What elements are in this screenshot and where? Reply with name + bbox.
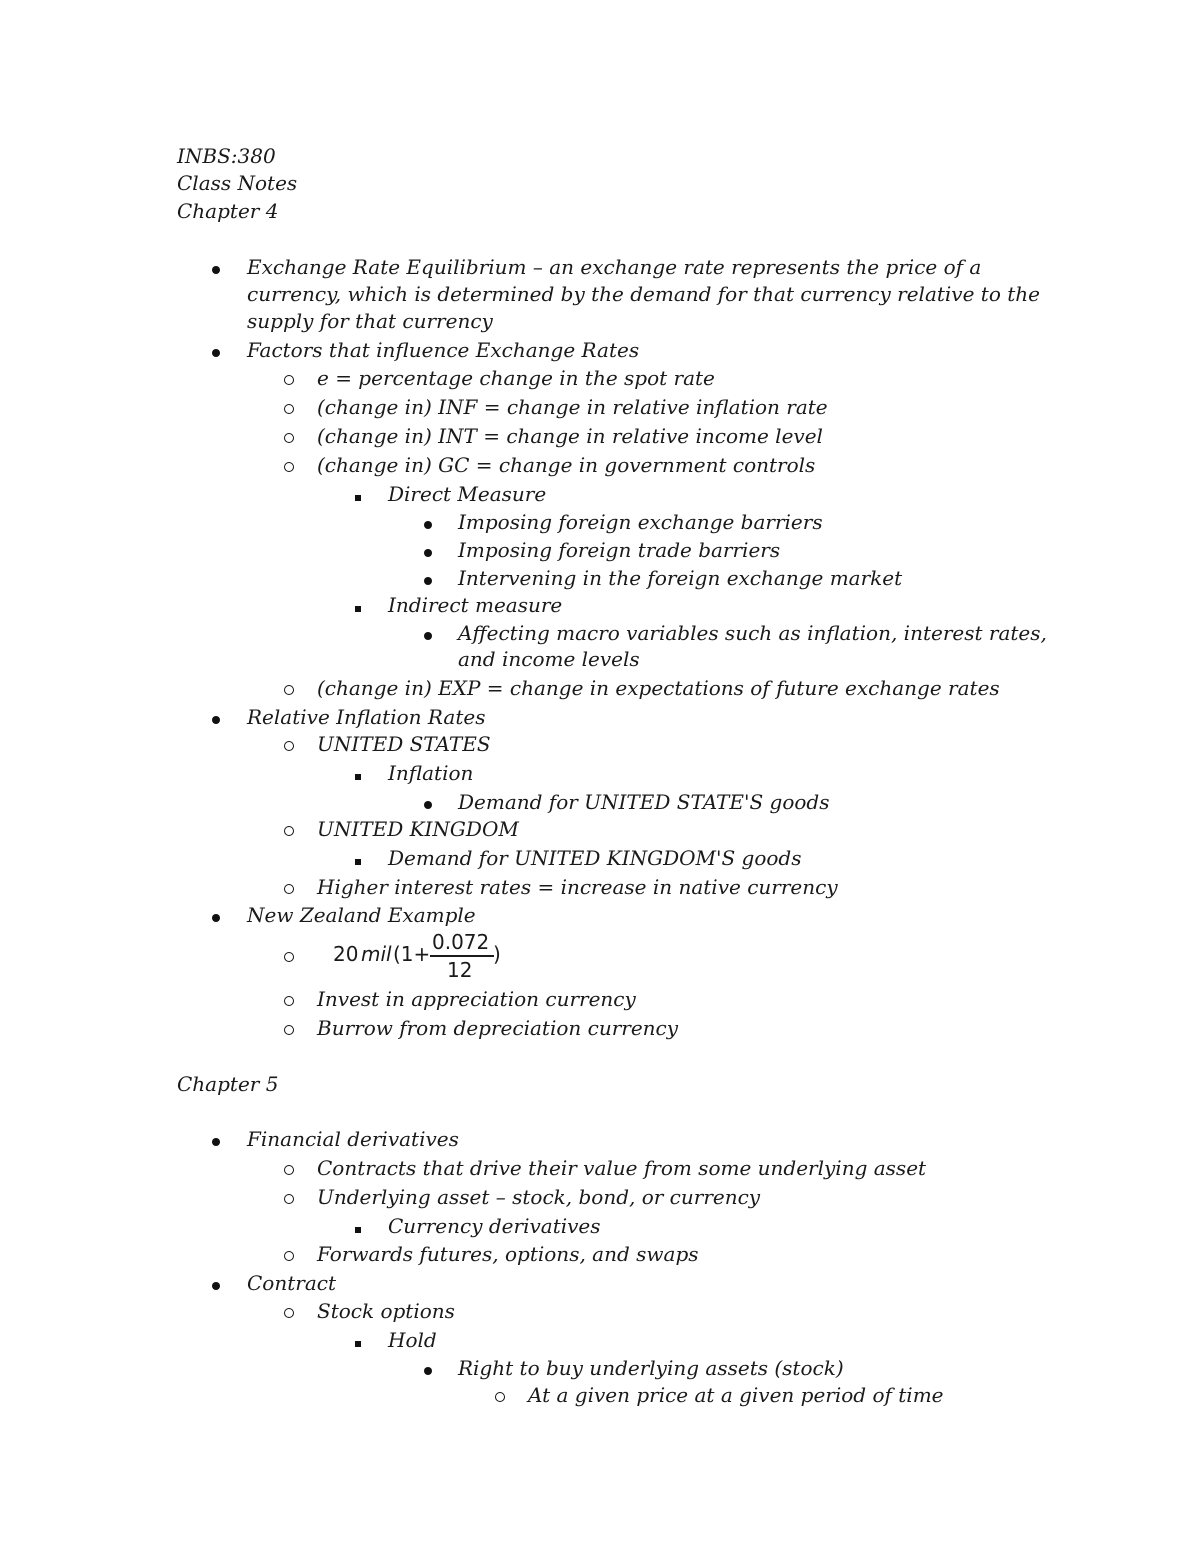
bullet-dot <box>424 788 432 816</box>
note-line: At a given price at a given period of time <box>528 1383 944 1407</box>
note-line: e = percentage change in the spot rate <box>317 366 715 390</box>
note-line: Factors that influence Exchange Rates <box>247 338 640 362</box>
bullet-dot <box>424 564 432 592</box>
formula-var: mil <box>361 942 392 966</box>
bullet-dot <box>424 508 432 536</box>
bullet-circle <box>284 1014 294 1042</box>
note-line: Exchange Rate Equilibrium – an exchange rate represents the price of a <box>247 255 982 279</box>
note-line: Burrow from depreciation currency <box>317 1016 679 1040</box>
bullet-circle <box>284 941 294 969</box>
bullet-dot <box>212 901 220 929</box>
note-line: and income levels <box>458 647 640 671</box>
note-line: Stock options <box>317 1299 455 1323</box>
bullet-circle <box>284 1154 294 1182</box>
bullet-dot <box>212 336 220 364</box>
bullet-dot <box>424 1354 432 1382</box>
note-line: Financial derivatives <box>247 1127 459 1151</box>
bullet-circle <box>284 985 294 1013</box>
bullet-dot <box>424 619 432 647</box>
formula-open: (1+ <box>393 942 431 966</box>
note-line: Direct Measure <box>388 482 547 506</box>
bullet-circle <box>284 1240 294 1268</box>
note-line: supply for that currency <box>247 309 493 333</box>
note-line: Intervening in the foreign exchange market <box>458 566 903 590</box>
note-line: (change in) INF = change in relative inflation rate <box>317 395 828 419</box>
note-line: Imposing foreign exchange barriers <box>458 510 823 534</box>
bullet-square <box>355 591 361 619</box>
chapter-4-heading: Chapter 4 <box>177 199 279 223</box>
note-line: Contracts that drive their value from some underlying asset <box>317 1156 927 1180</box>
note-line: (change in) INT = change in relative income level <box>317 424 823 448</box>
bullet-square <box>355 759 361 787</box>
bullet-square <box>355 1326 361 1354</box>
bullet-dot <box>212 1125 220 1153</box>
note-line: currency, which is determined by the demand for that currency relative to the <box>247 282 1040 306</box>
bullet-circle <box>284 815 294 843</box>
note-line: Contract <box>247 1271 336 1295</box>
course-code: INBS:380 <box>177 144 276 168</box>
bullet-circle <box>495 1381 505 1409</box>
bullet-circle <box>284 674 294 702</box>
chapter-5-heading: Chapter 5 <box>177 1072 279 1096</box>
bullet-square <box>355 480 361 508</box>
note-line: Forwards futures, options, and swaps <box>317 1242 699 1266</box>
doc-title: Class Notes <box>177 171 298 195</box>
formula-denominator: 12 <box>447 958 473 982</box>
bullet-circle <box>284 730 294 758</box>
note-line: Underlying asset – stock, bond, or currency <box>317 1185 761 1209</box>
note-line: Indirect measure <box>388 593 563 617</box>
bullet-circle <box>284 1297 294 1325</box>
bullet-circle <box>284 451 294 479</box>
bullet-circle <box>284 873 294 901</box>
note-line: Imposing foreign trade barriers <box>458 538 781 562</box>
note-line: UNITED STATES <box>317 732 491 756</box>
bullet-circle <box>284 364 294 392</box>
note-line: Demand for UNITED KINGDOM'S goods <box>388 846 802 870</box>
note-line: Affecting macro variables such as inflation, interest rates, <box>458 621 1047 645</box>
bullet-circle <box>284 1183 294 1211</box>
note-line: Invest in appreciation currency <box>317 987 636 1011</box>
bullet-square <box>355 1212 361 1240</box>
note-line: UNITED KINGDOM <box>317 817 519 841</box>
bullet-dot <box>424 536 432 564</box>
note-line: Higher interest rates = increase in native currency <box>317 875 838 899</box>
note-line: Inflation <box>388 761 474 785</box>
note-line: (change in) GC = change in government controls <box>317 453 816 477</box>
note-line: Hold <box>388 1328 437 1352</box>
bullet-dot <box>212 1269 220 1297</box>
note-line: New Zealand Example <box>247 903 476 927</box>
note-line: (change in) EXP = change in expectations of future exchange rates <box>317 676 1000 700</box>
bullet-dot <box>212 253 220 281</box>
note-line: Demand for UNITED STATE'S goods <box>458 790 830 814</box>
formula-close: ) <box>493 942 501 966</box>
bullet-circle <box>284 422 294 450</box>
bullet-dot <box>212 703 220 731</box>
note-line: Right to buy underlying assets (stock) <box>458 1356 844 1380</box>
bullet-square <box>355 844 361 872</box>
formula-numerator: 0.072 <box>432 930 490 954</box>
note-line: Currency derivatives <box>388 1214 601 1238</box>
formula-prefix: 20 <box>333 942 359 966</box>
note-line: Relative Inflation Rates <box>247 705 486 729</box>
fraction-bar <box>430 955 494 957</box>
bullet-circle <box>284 393 294 421</box>
